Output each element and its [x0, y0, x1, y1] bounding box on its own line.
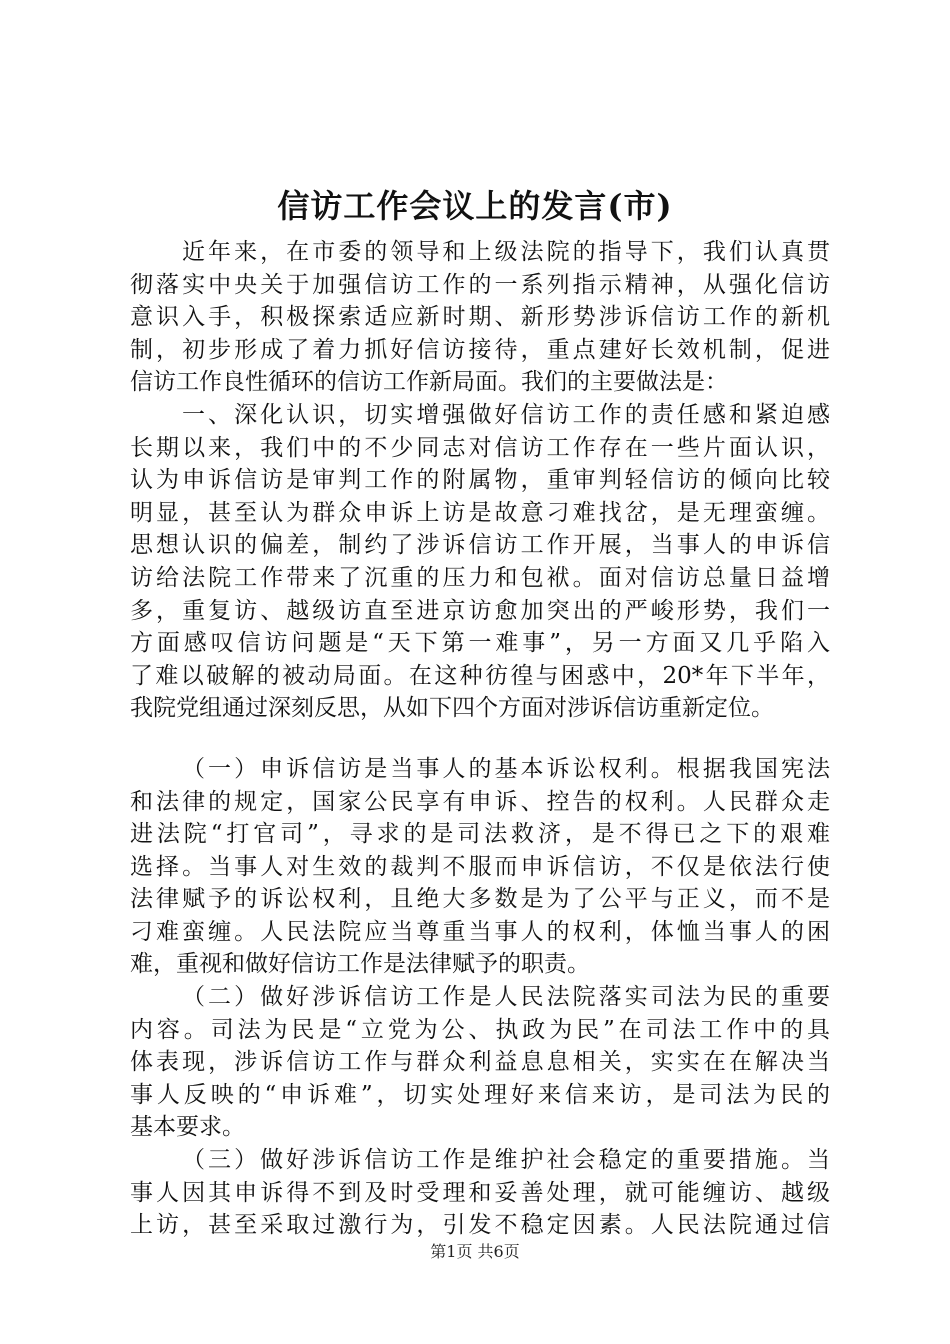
document-body [130, 236, 830, 1242]
paragraph-line: 长期以来，我们中的不少同志对信访工作存在一些片面认识， [130, 434, 830, 461]
paragraph-line: 近年来，在市委的领导和上级法院的指导下，我们认真贯 [182, 239, 830, 265]
paragraph-line: 内容。司法为民是“立党为公、执政为民”在司法工作中的具 [130, 1016, 830, 1043]
paragraph-line: 信访工作良性循环的信访工作新局面。我们的主要做法是： [130, 369, 728, 396]
paragraph-line: 制，初步形成了着力抓好信访接待，重点建好长效机制，促进 [130, 336, 830, 363]
paragraph-line: 明显，甚至认为群众申诉上访是故意刁难找岔，是无理蛮缠。 [130, 499, 830, 526]
paragraph-line: 选择。当事人对生效的裁判不服而申诉信访，不仅是依法行使 [130, 853, 830, 880]
paragraph-line: 刁难蛮缠。人民法院应当尊重当事人的权利，体恤当事人的困 [130, 918, 830, 945]
paragraph-line: 了难以破解的被动局面。在这种彷徨与困惑中，20*年下半年， [130, 662, 830, 689]
paragraph-line: 基本要求。 [130, 1114, 245, 1141]
paragraph-line: 彻落实中央关于加强信访工作的一系列指示精神，从强化信访 [130, 271, 830, 298]
paragraph-line: 思想认识的偏差，制约了涉诉信访工作开展，当事人的申诉信 [130, 532, 830, 559]
paragraph-line: 法律赋予的诉讼权利，且绝大多数是为了公平与正义，而不是 [130, 886, 830, 913]
document-title: 信访工作会议上的发言(市) [277, 187, 673, 225]
paragraph-line: 认为申诉信访是审判工作的附属物，重审判轻信访的倾向比较 [130, 467, 830, 494]
paragraph-line: 多，重复访、越级访直至进京访愈加突出的严峻形势，我们一 [130, 597, 830, 624]
paragraph-line: 进法院“打官司”，寻求的是司法救济，是不得已之下的艰难 [130, 821, 830, 848]
paragraph-line: 事人因其申诉得不到及时受理和妥善处理，就可能缠访、越级 [130, 1179, 830, 1206]
paragraph-line: 上访，甚至采取过激行为，引发不稳定因素。人民法院通过信 [130, 1212, 830, 1239]
paragraph-line: 访给法院工作带来了沉重的压力和包袱。面对信访总量日益增 [130, 564, 830, 591]
section-heading-line: 一、深化认识，切实增强做好信访工作的责任感和紧迫感 [182, 401, 830, 428]
paragraph-line: （三）做好涉诉信访工作是维护社会稳定的重要措施。当 [182, 1147, 830, 1174]
paragraph-line: 难，重视和做好信访工作是法律赋予的职责。 [130, 951, 590, 978]
paragraph-spacer [130, 725, 830, 753]
paragraph-line: 事人反映的“申诉难”，切实处理好来信来访，是司法为民的 [130, 1081, 830, 1108]
paragraph-line: （二）做好涉诉信访工作是人民法院落实司法为民的重要 [182, 984, 830, 1011]
paragraph-line: 方面感叹信访问题是“天下第一难事”，另一方面又几乎陷入 [130, 630, 830, 657]
paragraph-line: 意识入手，积极探索适应新时期、新形势涉诉信访工作的新机 [130, 304, 830, 331]
page-number-footer: 第1页 共6页 [430, 1242, 520, 1261]
paragraph-line: （一）申诉信访是当事人的基本诉讼权利。根据我国宪法 [182, 755, 830, 782]
paragraph-line: 我院党组通过深刻反思，从如下四个方面对涉诉信访重新定位。 [130, 695, 774, 722]
paragraph-line: 体表现，涉诉信访工作与群众利益息息相关，实实在在解决当 [130, 1049, 830, 1076]
paragraph-line: 和法律的规定，国家公民享有申诉、控告的权利。人民群众走 [130, 788, 830, 815]
